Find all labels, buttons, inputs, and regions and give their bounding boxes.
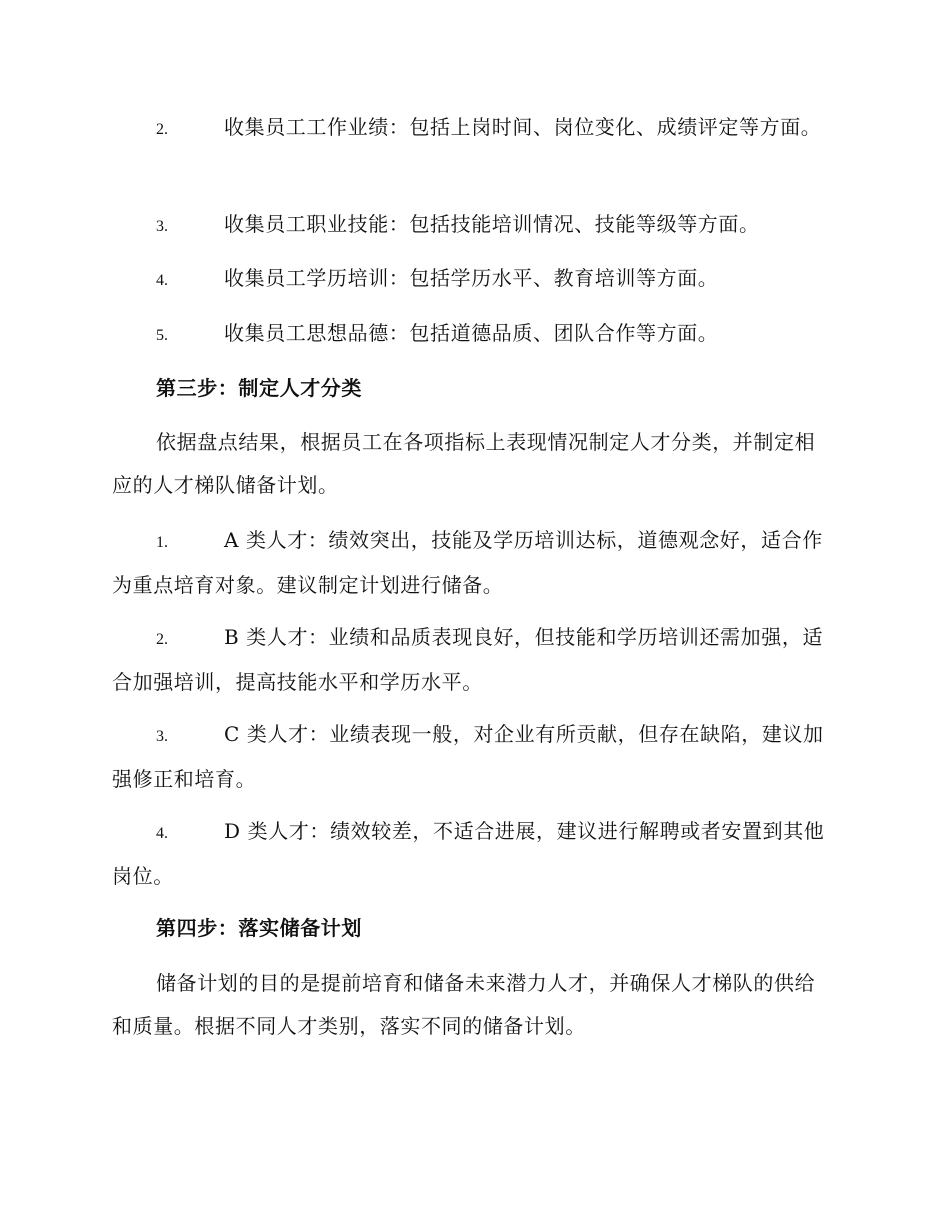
list-item [112,810,834,898]
paragraph-text: 依据盘点结果，根据员工在各项指标上表现情况制定人才分类，并制定相应的人才梯队储备计划。 [112,430,816,497]
paragraph [112,962,834,1048]
list-text: B 类人才：业绩和品质表现良好，但技能和学历培训还需加强，适合加强培训，提高技能水平和学历水平。 [112,625,824,694]
list-text: 收集员工职业技能：包括技能培训情况、技能等级等方面。 [224,212,760,236]
list-text: A 类人才：绩效突出，技能及学历培训达标，道德观念好，适合作为重点培育对象。建议制定计划进行储备。 [112,528,823,597]
list-number: 4. [156,272,168,289]
list-number: 2. [156,631,168,648]
paragraph-text: 储备计划的目的是提前培育和储备未来潜力人才，并确保人才梯队的供给和质量。根据不同人才类别，落实不同的储备计划。 [112,971,816,1038]
section-heading-text: 第三步：制定人才分类 [156,376,362,400]
list-item [112,257,834,302]
list-item [112,713,834,801]
list-number: 5. [156,327,168,344]
list-number: 2. [156,121,168,138]
list-number: 4. [156,825,168,842]
list-number: 3. [156,218,168,235]
paragraph [112,421,834,507]
list-item [112,616,834,704]
list-item [112,106,834,151]
list-item [112,312,834,357]
section-heading-text: 第四步：落实储备计划 [156,916,362,940]
list-number: 1. [156,534,168,551]
section-heading [112,367,834,410]
list-text: 收集员工思想品德：包括道德品质、团队合作等方面。 [224,321,719,345]
list-text: 收集员工学历培训：包括学历水平、教育培训等方面。 [224,266,719,290]
list-text: C 类人才：业绩表现一般，对企业有所贡献，但存在缺陷，建议加强修正和培育。 [112,722,824,791]
list-item [112,203,834,248]
list-item [112,519,834,607]
section-heading [112,907,834,950]
list-text: 收集员工工作业绩：包括上岗时间、岗位变化、成绩评定等方面。 [224,115,822,139]
list-text: D 类人才：绩效较差，不适合进展，建议进行解聘或者安置到其他岗位。 [112,819,825,888]
list-number: 3. [156,728,168,745]
